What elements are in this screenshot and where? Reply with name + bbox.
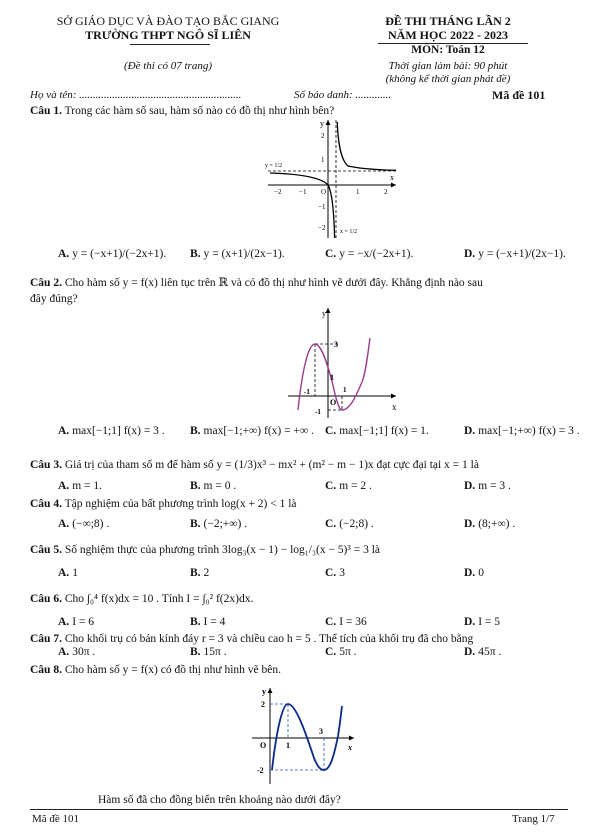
q2-option-b[interactable]: B. max[−1;+∞) f(x) = +∞ .	[190, 425, 314, 437]
q2-graph	[282, 302, 402, 420]
question-label: Câu 1.	[30, 105, 62, 117]
question-label: Câu 3.	[30, 459, 62, 471]
q4-option-c[interactable]: C. (−2;8) .	[325, 518, 374, 530]
question-7	[30, 632, 473, 646]
q7-option-c[interactable]: C. 5π .	[325, 646, 357, 658]
question-label: Câu 2.	[30, 277, 62, 289]
exam-time-note: (không kể thời gian phát đề)	[385, 73, 511, 85]
q2-label-m1y: -1	[315, 408, 321, 416]
q2-axis-y: y	[322, 309, 326, 318]
q6-option-d[interactable]: D. I = 5	[464, 616, 501, 628]
q2-option-c[interactable]: C. max[−1;1] f(x) = 1.	[325, 425, 429, 437]
q3-option-c[interactable]: C. m = 2 .	[325, 480, 372, 492]
q2-option-a[interactable]: A. max[−1;1] f(x) = 3 .	[58, 425, 165, 437]
q6-option-c[interactable]: C. I = 36	[325, 616, 367, 628]
question-5	[30, 543, 380, 557]
q1-option-c[interactable]: C. y = −x/(−2x+1).	[325, 248, 414, 260]
question-2	[30, 276, 483, 290]
subject: MÔN: Toán 12	[411, 44, 485, 56]
school-name: TRƯỜNG THPT NGÔ SĨ LIÊN	[85, 28, 251, 42]
question-text: Cho khối trụ có bán kính đáy r = 3 và chiều cao h = 5 . Thể tích của khối trụ đã cho bằng	[64, 633, 474, 645]
q8-label-2: 2	[261, 700, 265, 709]
q7-option-d[interactable]: D. 45π .	[464, 646, 502, 658]
question-label: Câu 7.	[30, 633, 62, 645]
q7-option-b[interactable]: B. 15π .	[190, 646, 227, 658]
q5-option-a[interactable]: A. 1	[58, 567, 78, 579]
question-text: Trong các hàm số sau, hàm số nào có đồ thị như hình bên?	[64, 105, 335, 117]
q5-option-b[interactable]: B. 2	[190, 567, 210, 579]
sbd-field[interactable]: Số báo danh: .............	[294, 89, 392, 101]
q8-axis-x: x	[348, 743, 352, 752]
q8-graph	[248, 684, 358, 788]
q2-label-1: 1	[330, 373, 334, 382]
question-text: Cho ∫₀⁴ f(x)dx = 10 . Tính I = ∫₀² f(2x)dx.	[64, 593, 254, 605]
question-label: Câu 8.	[30, 664, 62, 676]
q1-tick-y: 1	[321, 156, 325, 164]
q2-axis-x: x	[392, 402, 397, 412]
q3-option-d[interactable]: D. m = 3 .	[464, 480, 511, 492]
q3-option-b[interactable]: B. m = 0 .	[190, 480, 237, 492]
q1-y-asym: y = 1/2	[265, 163, 283, 169]
question-label: Câu 6.	[30, 593, 62, 605]
question-text: Tập nghiệm của bất phương trình log(x + 2) < 1 là	[64, 498, 297, 510]
school-year: NĂM HỌC 2022 - 2023	[388, 28, 508, 42]
question-6	[30, 592, 253, 606]
header-divider	[130, 44, 210, 45]
q1-axis-x: x	[390, 173, 394, 182]
q1-graph	[262, 116, 402, 242]
q2-label-o: O	[330, 398, 337, 407]
footer-divider	[30, 809, 568, 810]
q4-option-d[interactable]: D. (8;+∞) .	[464, 518, 516, 530]
question-text: Cho hàm số y = f(x) có đồ thị như hình vẽ bên.	[64, 664, 282, 676]
q1-tick-x: O	[321, 188, 327, 196]
question-2-cont: đây đúng?	[30, 293, 78, 305]
question-4	[30, 497, 297, 511]
footer-page: Trang 1/7	[512, 813, 555, 825]
exam-code: Mã đề 101	[492, 88, 546, 102]
question-text: Cho hàm số y = f(x) liên tục trên ℝ và có đồ thị như hình vẽ dưới đây. Khẳng định nào sau	[64, 277, 483, 289]
q7-option-a[interactable]: A. 30π .	[58, 646, 96, 658]
q1-x-asym: x = 1/2	[340, 229, 358, 235]
q8-axis-y: y	[262, 687, 266, 696]
question-8	[30, 663, 281, 677]
question-label: Câu 4.	[30, 498, 62, 510]
question-label: Câu 5.	[30, 544, 62, 556]
q8-label-1: 1	[286, 741, 290, 750]
q8-label-m2: -2	[257, 766, 264, 775]
q5-option-d[interactable]: D. 0	[464, 567, 484, 579]
q1-axis-y: y	[320, 119, 324, 128]
dept-name: SỞ GIÁO DỤC VÀ ĐÀO TẠO BẮC GIANG	[56, 14, 280, 28]
q1-option-d[interactable]: D. y = (−x+1)/(2x−1).	[464, 248, 566, 260]
exam-title: ĐỀ THI THÁNG LẦN 2	[385, 14, 511, 28]
q1-option-a[interactable]: A. y = (−x+1)/(−2x+1).	[58, 248, 167, 260]
name-field[interactable]: Họ và tên: ...........................................................	[30, 89, 242, 101]
q2-label-3: 3	[334, 340, 338, 349]
q1-tick-x: 2	[384, 188, 388, 196]
page-count: (Đề thi có 07 trang)	[124, 60, 212, 72]
q1-tick-x: −2	[274, 188, 282, 196]
question-text: Số nghiệm thực của phương trình 3log₃(x − 1) − log₁/₃(x − 5)³ = 3 là	[64, 544, 380, 556]
q1-tick-x: 1	[356, 188, 360, 196]
footer-code: Mã đề 101	[32, 813, 80, 825]
q2-label-m1: -1	[304, 388, 310, 396]
q5-option-c[interactable]: C. 3	[325, 567, 345, 579]
q1-tick-y: −2	[318, 224, 326, 232]
question-8-cont: Hàm số đã cho đồng biến trên khoảng nào dưới đây?	[98, 794, 341, 806]
q8-label-o: O	[260, 741, 267, 750]
q1-tick-y: 2	[321, 132, 325, 140]
q1-option-b[interactable]: B. y = (x+1)/(2x−1).	[190, 248, 285, 260]
q8-label-3: 3	[319, 727, 323, 736]
q3-option-a[interactable]: A. m = 1.	[58, 480, 102, 492]
q6-option-b[interactable]: B. I = 4	[190, 616, 226, 628]
q2-option-d[interactable]: D. max[−1;+∞) f(x) = 3 .	[464, 425, 580, 437]
q6-option-a[interactable]: A. I = 6	[58, 616, 95, 628]
q1-tick-y: −1	[318, 203, 326, 211]
question-text: Giá trị của tham số m để hàm số y = (1/3)x³ − mx² + (m² − m − 1)x đạt cực đại tại x = 1 là	[64, 459, 479, 471]
question-3	[30, 458, 479, 472]
q1-tick-x: −1	[299, 188, 307, 196]
q4-option-a[interactable]: A. (−∞;8) .	[58, 518, 110, 530]
q4-option-b[interactable]: B. (−2;+∞) .	[190, 518, 248, 530]
q2-label-1x: 1	[343, 386, 347, 394]
exam-time: Thời gian làm bài: 90 phút	[388, 60, 508, 72]
